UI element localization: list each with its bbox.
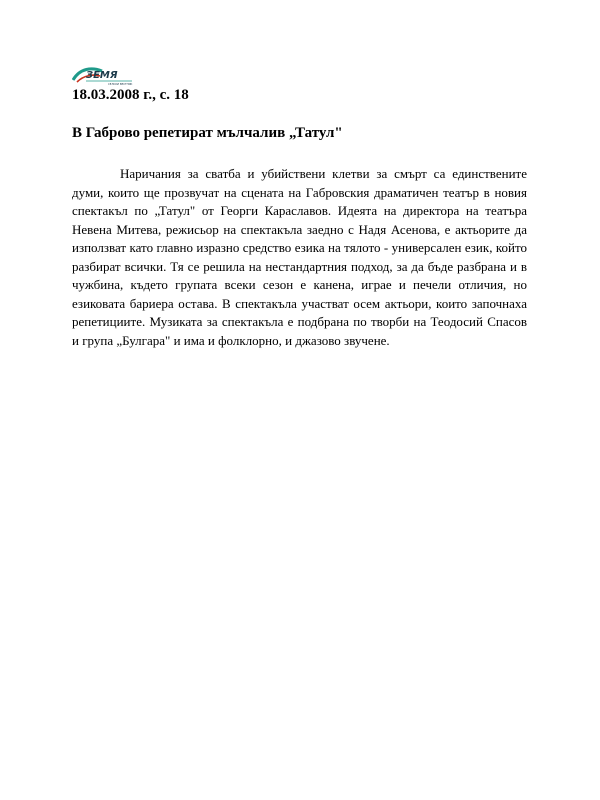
logo-subtext: СЕЛСКИ ВЕСТНИК [108,83,133,86]
article-headline: В Габрово репетират мълчалив „Татул" [72,125,343,141]
zema-logo-graphic [72,66,134,86]
logo-wordmark: ЗЕМЯ [86,70,118,81]
publication-date-line: 18.03.2008 г., с. 18 [72,87,189,103]
zema-logo [72,66,134,86]
article-body: Наричания за сватба и убийствени клетви за смърт са единствените думи, които ще прозвучат на сцената на Габровския драматичен театър в новия спектакъл по „Татул" от Георги Караславов. Идеята на директора на театъра Невена Митева, режисьор на спектакъла заедно с Надя Асенова, е актьорите да използват като главно изразно средство езика на тялото - универсален език, който разбират всички. Тя се решила на нестандартния подход, за да бъде разбрана и в чужбина, където групата всеки сезон е канена, играе и печели отличия, но езиковата бариера остава. В спектакъла участват осем актьори, които започнаха репетициите. Музиката за спектакъла е подбрана по творби на Теодосий Спасов и група „Булгара" и има и фолклорно, и джазово звучене. [72,166,527,348]
